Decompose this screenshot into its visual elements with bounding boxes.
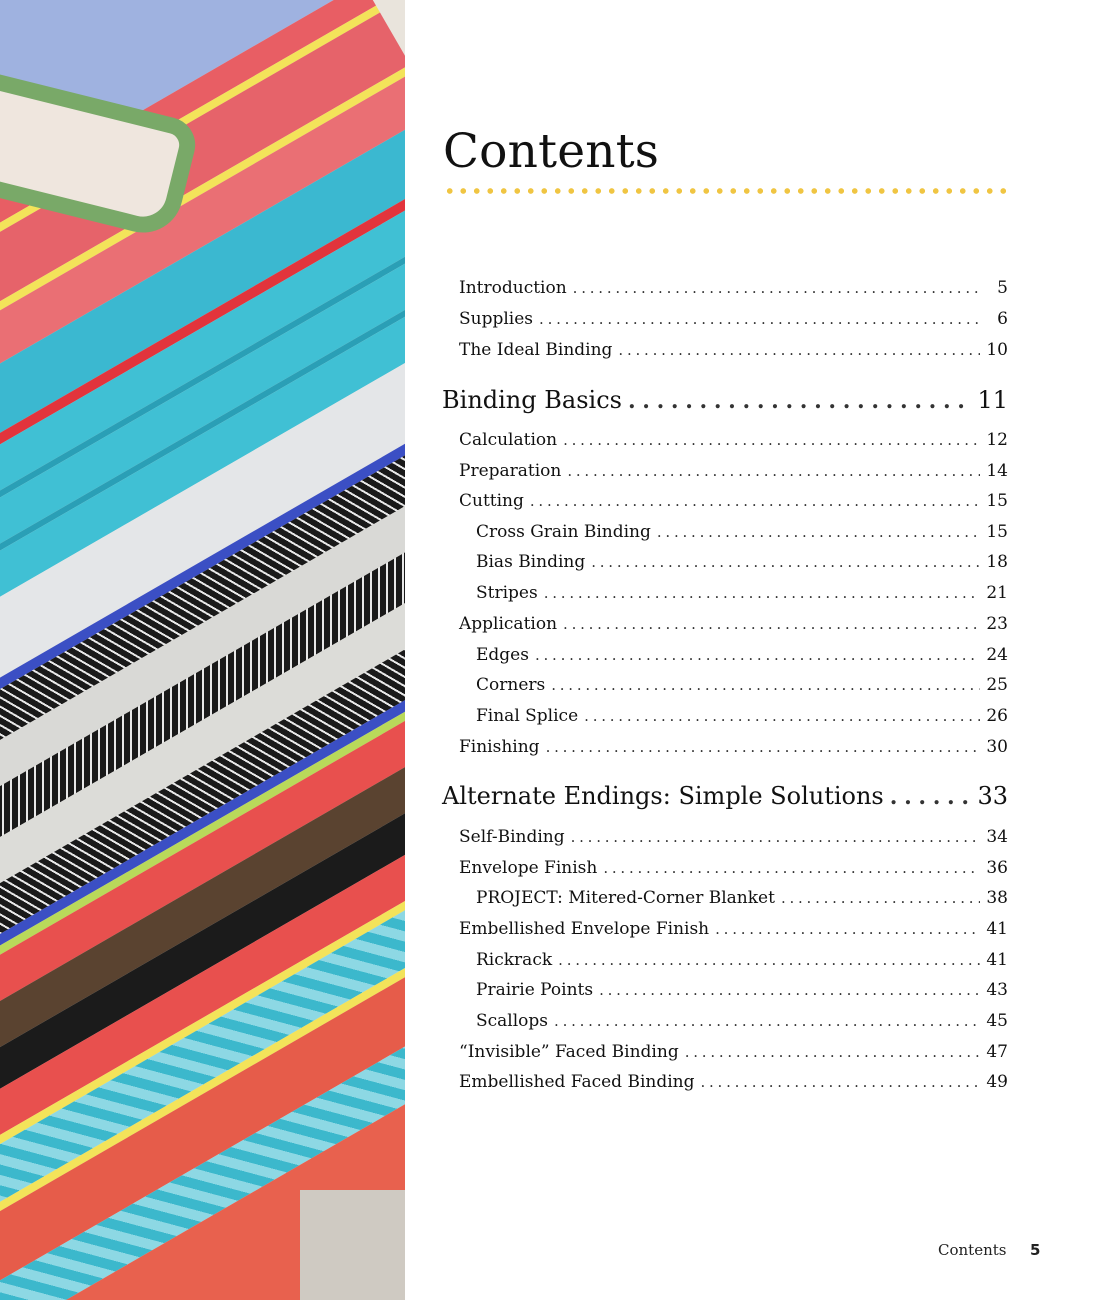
toc-entry-cutting[interactable] (459, 491, 1008, 515)
toc-entry-stripes[interactable] (476, 583, 1008, 607)
toc-entry-application[interactable] (459, 614, 1008, 638)
dot-leader (571, 828, 980, 846)
section-page: 33 (977, 782, 1008, 810)
toc-page: 15 (986, 522, 1008, 542)
carpet-floor (300, 1190, 405, 1300)
toc-section-alternate-endings[interactable] (442, 782, 1008, 814)
toc-entry-ideal-binding[interactable] (459, 340, 1008, 364)
toc-entry-introduction[interactable] (459, 278, 1008, 302)
dot-leader (539, 310, 980, 328)
toc-label: Final Splice (476, 706, 579, 726)
toc-entry-final-splice[interactable] (476, 706, 1008, 730)
toc-page: 41 (986, 919, 1008, 939)
toc-page: 5 (997, 278, 1008, 298)
toc-label: Edges (476, 645, 529, 665)
page-title: Contents (443, 124, 660, 179)
toc-label: Embellished Envelope Finish (459, 919, 710, 939)
toc-label: Scallops (476, 1011, 549, 1031)
dot-leader (563, 615, 980, 633)
toc-page: 14 (986, 461, 1008, 481)
toc-entry-rickrack[interactable] (476, 950, 1008, 974)
toc-label: Prairie Points (476, 980, 594, 1000)
dot-leader (591, 553, 980, 571)
toc-label: Cutting (459, 491, 524, 511)
toc-page: 26 (986, 706, 1008, 726)
toc-section-binding-basics[interactable] (442, 386, 1008, 418)
dot-leader (781, 889, 980, 907)
toc-entry-invisible-faced-binding[interactable] (459, 1042, 1008, 1066)
toc-page: 45 (986, 1011, 1008, 1031)
dot-leader (715, 920, 980, 938)
toc-page: 15 (986, 491, 1008, 511)
toc-entry-embellished-faced-binding[interactable] (459, 1072, 1008, 1096)
dot-leader (603, 859, 980, 877)
footer-page-number: 5 (1030, 1241, 1041, 1259)
toc-page: 41 (986, 950, 1008, 970)
toc-label: Supplies (459, 309, 534, 329)
toc-entry-cross-grain-binding[interactable] (476, 522, 1008, 546)
section-title: Alternate Endings: Simple Solutions (442, 782, 884, 810)
toc-label: Application (459, 614, 558, 634)
toc-page: 23 (986, 614, 1008, 634)
toc-label: Finishing (459, 737, 540, 757)
toc-entry-self-binding[interactable] (459, 827, 1008, 851)
toc-label: Corners (476, 675, 546, 695)
toc-label: Embellished Faced Binding (459, 1072, 695, 1092)
toc-page: 36 (986, 858, 1008, 878)
title-dotted-rule (443, 186, 1011, 196)
toc-label: Preparation (459, 461, 562, 481)
dot-leader (535, 646, 980, 664)
toc-entry-finishing[interactable] (459, 737, 1008, 761)
toc-label: Introduction (459, 278, 567, 298)
quilt-photo (0, 0, 405, 1300)
section-title: Binding Basics (442, 386, 622, 414)
toc-page: 18 (986, 552, 1008, 572)
toc-entry-project-mitered-corner-blanket[interactable] (476, 888, 1008, 912)
dot-leader (558, 951, 980, 969)
toc-entry-edges[interactable] (476, 645, 1008, 669)
toc-label: Self-Binding (459, 827, 565, 847)
toc-entry-supplies[interactable] (459, 309, 1008, 333)
toc-page: 30 (986, 737, 1008, 757)
toc-page: 24 (986, 645, 1008, 665)
toc-label: Stripes (476, 583, 538, 603)
dot-leader (584, 707, 980, 725)
dot-leader (551, 676, 980, 694)
toc-entry-envelope-finish[interactable] (459, 858, 1008, 882)
footer-running-head: Contents (938, 1241, 1007, 1259)
toc-page: 12 (986, 430, 1008, 450)
toc-page: 43 (986, 980, 1008, 1000)
toc-entry-embellished-envelope-finish[interactable] (459, 919, 1008, 943)
dot-leader (618, 341, 980, 359)
dot-leader (563, 431, 980, 449)
dot-leader (890, 784, 972, 810)
toc-entry-bias-binding[interactable] (476, 552, 1008, 576)
toc-label: Cross Grain Binding (476, 522, 651, 542)
toc-label: PROJECT: Mitered-Corner Blanket (476, 888, 775, 908)
dot-leader (599, 981, 980, 999)
dot-leader (700, 1073, 980, 1091)
toc-entry-preparation[interactable] (459, 461, 1008, 485)
dot-leader (685, 1043, 980, 1061)
dot-leader (567, 462, 980, 480)
toc-label: Bias Binding (476, 552, 586, 572)
dot-leader (546, 738, 980, 756)
dot-leader (530, 492, 980, 510)
toc-page: 25 (986, 675, 1008, 695)
toc-entry-calculation[interactable] (459, 430, 1008, 454)
toc-label: The Ideal Binding (459, 340, 613, 360)
toc-page: 34 (986, 827, 1008, 847)
dot-leader (544, 584, 980, 602)
dot-leader (573, 279, 980, 297)
dot-leader (628, 388, 972, 414)
toc-entry-scallops[interactable] (476, 1011, 1008, 1035)
toc-label: Calculation (459, 430, 558, 450)
toc-entry-prairie-points[interactable] (476, 980, 1008, 1004)
toc-label: Envelope Finish (459, 858, 598, 878)
toc-entry-corners[interactable] (476, 675, 1008, 699)
toc-page: 10 (986, 340, 1008, 360)
toc-page: 49 (986, 1072, 1008, 1092)
toc-label: “Invisible” Faced Binding (459, 1042, 679, 1062)
toc-label: Rickrack (476, 950, 553, 970)
toc-page: 38 (986, 888, 1008, 908)
section-page: 11 (977, 386, 1008, 414)
toc-page: 6 (997, 309, 1008, 329)
toc-page: 21 (986, 583, 1008, 603)
dot-leader (657, 523, 980, 541)
toc-page: 47 (986, 1042, 1008, 1062)
dot-leader (554, 1012, 980, 1030)
